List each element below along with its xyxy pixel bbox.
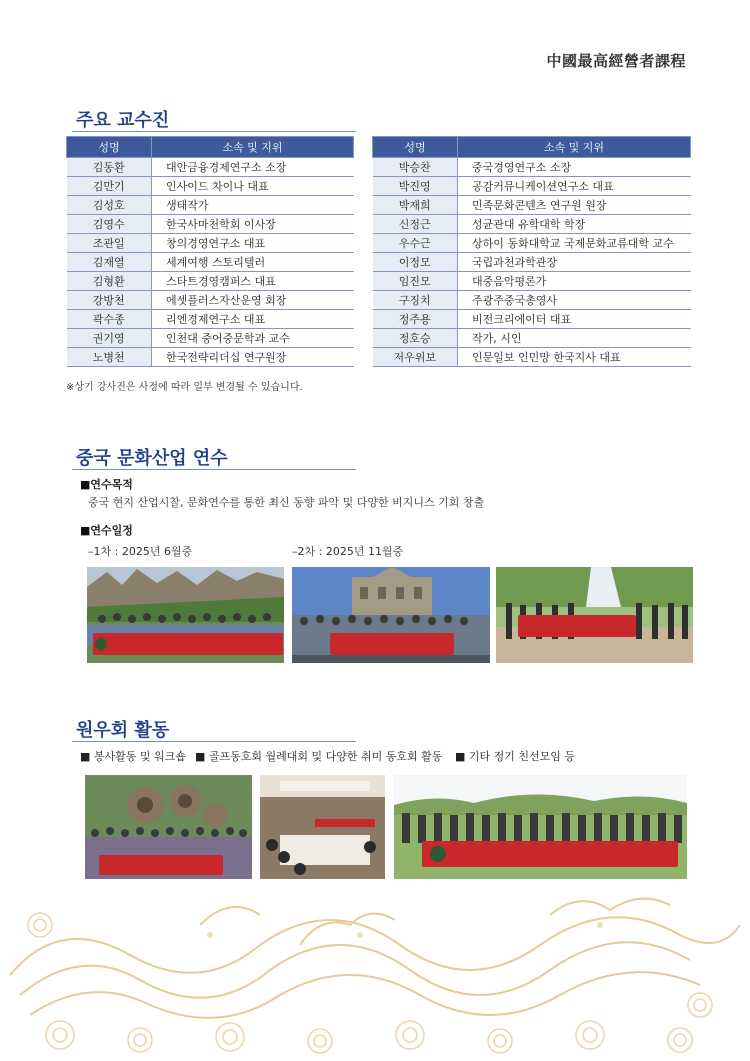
- faculty-affiliation: 대중음악평론가: [458, 272, 691, 291]
- alumni-photo-dinner: [260, 775, 385, 879]
- china-photo-waterfall: [496, 567, 693, 663]
- faculty-row: [373, 234, 691, 253]
- program-title: 中國最高經營者課程: [546, 52, 686, 70]
- faculty-row: [67, 177, 354, 196]
- alumni-photo-village: [85, 775, 252, 879]
- faculty-row: [373, 196, 691, 215]
- faculty-affiliation: 작가, 시인: [458, 329, 691, 348]
- faculty-affiliation: 창의경영연구소 대표: [152, 234, 354, 253]
- alumni-photo-golf: [394, 775, 687, 879]
- faculty-name: 정호승: [373, 329, 458, 348]
- faculty-affiliation: 리엔경제연구소 대표: [152, 310, 354, 329]
- faculty-row: [67, 348, 354, 367]
- faculty-row: [373, 348, 691, 367]
- faculty-row: [373, 158, 691, 177]
- faculty-row: [67, 310, 354, 329]
- faculty-name: 조관일: [67, 234, 152, 253]
- faculty-affiliation: 상하이 동화대학교 국제문화교류대학 교수: [458, 234, 691, 253]
- col-header-name: 성명: [67, 137, 152, 158]
- faculty-note: ※상기 강사진은 사정에 따라 일부 변경될 수 있습니다.: [66, 382, 303, 393]
- dragon-cloud-ornament: [0, 885, 750, 1057]
- faculty-affiliation: 에셋플러스자산운영 회장: [152, 291, 354, 310]
- alumni-item-volunteer: ■ 봉사활동 및 워크숍: [80, 750, 186, 763]
- faculty-affiliation: 한국전략리더십 연구원장: [152, 348, 354, 367]
- alumni-section-title: 원우회 활동: [76, 720, 170, 741]
- faculty-name: 박재희: [373, 196, 458, 215]
- faculty-table-left: [66, 136, 354, 367]
- faculty-name: 강방천: [67, 291, 152, 310]
- alumni-item-other: ■ 기타 정기 친선모임 등: [455, 750, 576, 763]
- faculty-affiliation: 스타트경영캠퍼스 대표: [152, 272, 354, 291]
- schedule-heading: ■연수일정: [80, 524, 133, 537]
- purpose-heading: ■연수목적: [80, 478, 133, 491]
- faculty-name: 김형환: [67, 272, 152, 291]
- faculty-row: [67, 196, 354, 215]
- faculty-name: 김동환: [67, 158, 152, 177]
- faculty-affiliation: 인사이드 차이나 대표: [152, 177, 354, 196]
- faculty-affiliation: 인천대 중어중문학과 교수: [152, 329, 354, 348]
- faculty-name: 저우위보: [373, 348, 458, 367]
- china-title-underline: [72, 469, 356, 470]
- alumni-item-golf: ■ 골프동호회 월례대회 및 다양한 취미 동호회 활동: [195, 750, 443, 763]
- purpose-text: 중국 현지 산업시찰, 문화연수를 통한 최신 동향 파악 및 다양한 비지니스 기회 창출: [88, 496, 485, 509]
- faculty-row: [373, 310, 691, 329]
- faculty-row: [373, 215, 691, 234]
- china-photo-ruins: [292, 567, 490, 663]
- faculty-affiliation: 중국경영연구소 소장: [458, 158, 691, 177]
- faculty-row: [373, 253, 691, 272]
- faculty-name: 이정모: [373, 253, 458, 272]
- china-photo-mountains: [87, 567, 284, 663]
- faculty-affiliation: 성균관대 유학대학 학장: [458, 215, 691, 234]
- faculty-row: [67, 253, 354, 272]
- col-header-affiliation: 소속 및 지위: [152, 137, 354, 158]
- alumni-title-underline: [72, 741, 356, 742]
- faculty-row: [67, 215, 354, 234]
- faculty-affiliation: 국립과천과학관장: [458, 253, 691, 272]
- faculty-row: [67, 329, 354, 348]
- faculty-row: [373, 177, 691, 196]
- faculty-name: 김재열: [67, 253, 152, 272]
- faculty-affiliation: 세계여행 스토리텔러: [152, 253, 354, 272]
- faculty-name: 김만기: [67, 177, 152, 196]
- faculty-name: 김성호: [67, 196, 152, 215]
- faculty-affiliation: 민족문화콘텐츠 연구원 원장: [458, 196, 691, 215]
- faculty-table-right: [372, 136, 691, 367]
- faculty-section-title: 주요 교수진: [76, 110, 170, 131]
- faculty-affiliation: 한국사마천학회 이사장: [152, 215, 354, 234]
- faculty-name: 구징치: [373, 291, 458, 310]
- schedule-second: –2차 : 2025년 11월중: [292, 545, 404, 558]
- faculty-affiliation: 공감커뮤니케이션연구소 대표: [458, 177, 691, 196]
- faculty-name: 권기영: [67, 329, 152, 348]
- col-header-affiliation: 소속 및 지위: [458, 137, 691, 158]
- faculty-name: 박승찬: [373, 158, 458, 177]
- faculty-name: 곽수종: [67, 310, 152, 329]
- faculty-row: [373, 291, 691, 310]
- faculty-affiliation: 비전크리에이터 대표: [458, 310, 691, 329]
- faculty-name: 정주용: [373, 310, 458, 329]
- faculty-name: 김영수: [67, 215, 152, 234]
- faculty-row: [67, 272, 354, 291]
- faculty-row: [373, 329, 691, 348]
- faculty-row: [67, 234, 354, 253]
- faculty-name: 우수근: [373, 234, 458, 253]
- faculty-row: [67, 158, 354, 177]
- faculty-title-underline: [72, 131, 356, 132]
- faculty-affiliation: 생태작가: [152, 196, 354, 215]
- faculty-name: 신정근: [373, 215, 458, 234]
- faculty-affiliation: 대안금융경제연구소 소장: [152, 158, 354, 177]
- china-section-title: 중국 문화산업 연수: [76, 448, 228, 469]
- faculty-name: 노병천: [67, 348, 152, 367]
- faculty-affiliation: 인문일보 인민망 한국지사 대표: [458, 348, 691, 367]
- faculty-row: [67, 291, 354, 310]
- faculty-row: [373, 272, 691, 291]
- faculty-name: 임진모: [373, 272, 458, 291]
- col-header-name: 성명: [373, 137, 458, 158]
- schedule-first: –1차 : 2025년 6월중: [88, 545, 193, 558]
- faculty-name: 박진영: [373, 177, 458, 196]
- faculty-affiliation: 주광주중국총영사: [458, 291, 691, 310]
